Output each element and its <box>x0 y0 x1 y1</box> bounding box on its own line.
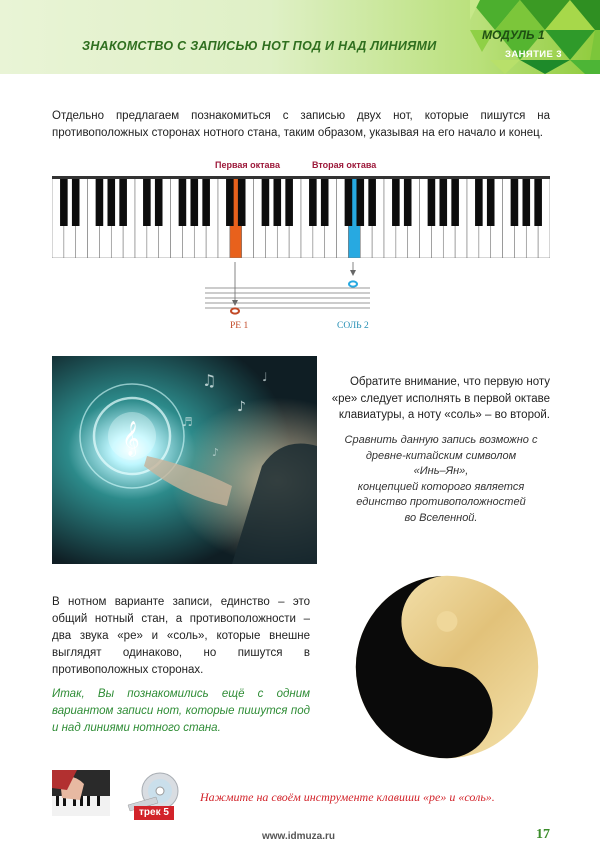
black-key <box>273 176 281 226</box>
music-tech-photo <box>52 356 317 564</box>
black-key <box>404 176 412 226</box>
quote-line: концепцией которого является <box>357 480 525 493</box>
site-url: www.idmuza.ru <box>262 831 335 842</box>
note-re-label: РЕ 1 <box>230 321 249 331</box>
black-key <box>143 176 151 226</box>
black-key <box>202 176 210 226</box>
black-key <box>392 176 400 226</box>
black-key <box>428 176 436 226</box>
svg-text:♪: ♪ <box>237 399 246 415</box>
black-key <box>60 176 68 226</box>
black-key <box>155 176 163 226</box>
svg-text:♪: ♪ <box>212 446 220 459</box>
summary-paragraph: Итак, Вы познакомились ещё с одним вариантом записи нот, которые пишутся под и над линиями нотного стана. <box>52 688 310 734</box>
black-key <box>238 176 246 226</box>
quote-line: древне-китайским символом <box>365 449 517 462</box>
black-key <box>522 176 530 226</box>
piano-keyboard-illustration <box>52 176 550 258</box>
black-key <box>226 176 234 226</box>
instruction-text: Нажмите на своём инструменте клавиши «ре» и «соль». <box>200 790 495 804</box>
svg-text:♫: ♫ <box>202 371 217 390</box>
quote-line: во Вселенной. <box>404 511 478 524</box>
note-re-head <box>231 308 239 313</box>
svg-text:𝄞: 𝄞 <box>122 421 140 456</box>
black-key <box>439 176 447 226</box>
black-key <box>309 176 317 226</box>
black-key <box>534 176 542 226</box>
black-key <box>368 176 376 226</box>
piano-hands-photo <box>52 770 110 816</box>
black-key <box>262 176 270 226</box>
body-paragraph: В нотном варианте записи, единство – это общий нотный стан, а противоположности – два звука «ре» и «соль», которые внешне выглядят одинаково, но пишутся в противоположных сторонах. <box>52 596 310 676</box>
black-key <box>345 176 353 226</box>
intro-paragraph: Отдельно предлагаем познакомиться с записью двух нот, которые пишутся на противоположных сторонах нотного стана, таким образом, указывая на его начало и конец. <box>52 110 550 139</box>
yin-yang-icon <box>352 572 542 762</box>
black-key <box>356 176 364 226</box>
black-key <box>451 176 459 226</box>
black-key <box>487 176 495 226</box>
black-key <box>475 176 483 226</box>
black-key <box>72 176 80 226</box>
black-key <box>285 176 293 226</box>
quote-line: Сравнить данную запись возможно с <box>344 434 538 446</box>
page-number: 17 <box>536 827 550 842</box>
arrow-icon <box>350 270 356 276</box>
side-paragraph: Обратите внимание, что первую ноту «ре» следует исполнять в первой октаве клавиатуры, а ноту «соль» – во второй. <box>331 376 550 421</box>
quote-line: «Инь–Ян», <box>413 465 469 477</box>
lesson-label: ЗАНЯТИЕ 3 <box>505 49 562 60</box>
second-octave-label: Вторая октава <box>312 160 377 170</box>
black-key <box>179 176 187 226</box>
note-sol-head <box>349 281 357 286</box>
black-key <box>511 176 519 226</box>
svg-text:♬: ♬ <box>182 415 193 429</box>
track-badge: трек 5 <box>134 806 174 820</box>
first-octave-label: Первая октава <box>215 160 280 170</box>
svg-text:♩: ♩ <box>262 370 268 384</box>
quote-line: единство противоположностей <box>356 496 526 508</box>
note-sol-label: СОЛЬ 2 <box>337 321 369 331</box>
black-key <box>190 176 198 226</box>
page-title: ЗНАКОМСТВО С ЗАПИСЬЮ НОТ ПОД И НАД ЛИНИЯМИ <box>82 39 437 53</box>
black-key <box>96 176 104 226</box>
black-key <box>107 176 115 226</box>
module-label: МОДУЛЬ 1 <box>482 28 545 42</box>
yin-yang-comparison <box>330 433 552 526</box>
black-key <box>321 176 329 226</box>
black-key <box>119 176 127 226</box>
